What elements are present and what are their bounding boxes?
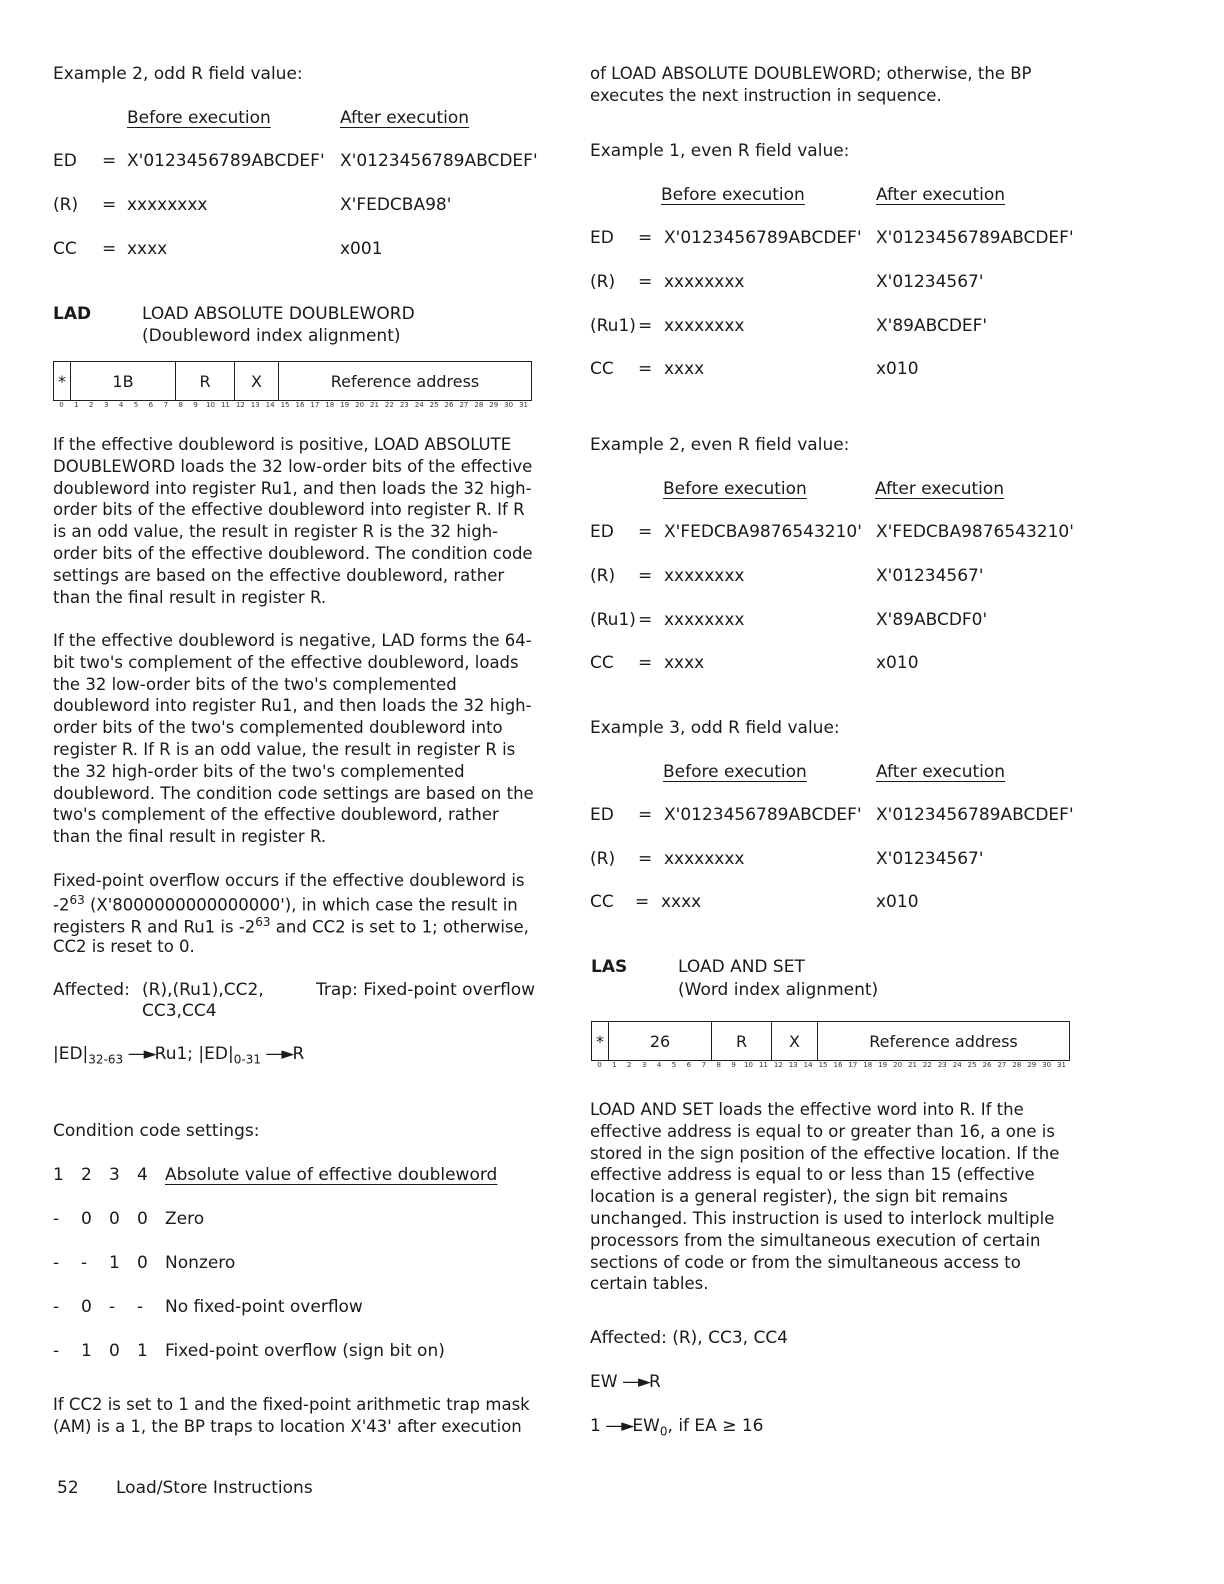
cc-bit: 3	[109, 1165, 120, 1185]
row-before: xxxxxxxx	[664, 316, 745, 336]
cc-bit: -	[81, 1253, 88, 1273]
cc-row	[53, 1297, 363, 1317]
after-execution-header: After execution	[876, 185, 1006, 205]
cc-bit: -	[53, 1253, 60, 1273]
row-label: (Ru1)	[590, 610, 636, 630]
lad-subtitle: (Doubleword index alignment)	[142, 326, 401, 346]
exponent: 63	[69, 893, 85, 907]
row-eq: =	[635, 892, 650, 912]
example-2-odd-title: Example 2, odd R field value:	[53, 64, 303, 84]
las-formula-set	[590, 1416, 764, 1438]
cc-title: Condition code settings:	[53, 1121, 260, 1141]
formula-ed: |ED|	[53, 1044, 89, 1064]
bit-ruler: 0 1 2 3 4 5 6 7 8 9 10 11 12 13 14 15 16 17 18 19 20 21 22 23 24 25 26 27 28 29 30 31	[59, 401, 528, 409]
exponent: 63	[255, 915, 271, 929]
overflow-text: (X'8000000000000000'), in which case the result in	[84, 895, 518, 915]
before-execution-header: Before execution	[661, 185, 805, 205]
row-before: xxxxxxxx	[664, 610, 745, 630]
affected-list-1: (R),(Ru1),CC2,	[142, 980, 264, 1000]
example-1-even-title: Example 1, even R field value:	[590, 141, 850, 161]
row-eq: =	[638, 610, 653, 630]
row-label: ED	[590, 228, 614, 248]
row-label: (R)	[590, 566, 616, 586]
cc-header	[53, 1165, 497, 1185]
x-field: X	[772, 1022, 818, 1060]
row-label: ED	[590, 522, 614, 542]
row-label: (R)	[53, 195, 79, 215]
example-2-even-title: Example 2, even R field value:	[590, 435, 850, 455]
right-arrow-icon: ―►	[128, 1044, 155, 1064]
las-affected: Affected: (R), CC3, CC4	[590, 1328, 788, 1348]
las-formula-ew	[590, 1372, 661, 1392]
before-execution-header: Before execution	[663, 479, 807, 499]
overflow-line	[53, 915, 529, 937]
example-3-odd-title: Example 3, odd R field value:	[590, 718, 840, 738]
page-number: 52	[57, 1478, 79, 1498]
row-label: (Ru1)	[590, 316, 636, 336]
cc-bit: 0	[81, 1297, 92, 1317]
row-eq: =	[638, 228, 653, 248]
formula-condition: , if EA ≥ 16	[667, 1416, 764, 1436]
row-after: x010	[876, 653, 919, 673]
las-subtitle: (Word index alignment)	[678, 980, 879, 1000]
row-eq: =	[638, 566, 653, 586]
cc-bit: 4	[137, 1165, 148, 1185]
opcode-field: 26	[609, 1022, 712, 1060]
after-execution-header: After execution	[340, 108, 470, 128]
row-label: (R)	[590, 849, 616, 869]
lad-paragraph-negative: If the effective doubleword is negative, LAD forms the 64-bit two's complement of the effective doubleword, loads the 32 low-order bits of the two's complemented doubleword into register Ru1, and then loads the 32 high-order bits of the two's complemented doubleword into register R. If R is an odd value, the result in register R is the 32 high-order bits of the two's complemented doubleword. The condition code settings are based on the two's complement of the effective doubleword, rather than the final result in register R.	[53, 631, 534, 847]
cc-desc: Zero	[165, 1209, 205, 1229]
row-after: x010	[876, 359, 919, 379]
row-before: X'0123456789ABCDEF'	[127, 151, 325, 171]
lad-instruction-format	[53, 361, 532, 409]
cc-bit: 2	[81, 1165, 92, 1185]
lad-formula	[53, 1044, 304, 1066]
indirect-bit: *	[592, 1022, 609, 1060]
after-execution-header: After execution	[875, 479, 1005, 499]
row-label: CC	[53, 239, 77, 259]
row-eq: =	[638, 359, 653, 379]
x-field: X	[235, 362, 279, 400]
bit-ruler: 0 1 2 3 4 5 6 7 8 9 10 11 12 13 14 15 16 17 18 19 20 21 22 23 24 25 26 27 28 29 30 31	[597, 1061, 1066, 1069]
row-label: CC	[590, 359, 614, 379]
row-eq: =	[638, 653, 653, 673]
overflow-text: and CC2 is set to 1; otherwise,	[270, 917, 529, 937]
row-after: X'01234567'	[876, 566, 984, 586]
r-field: R	[176, 362, 235, 400]
row-eq: =	[102, 151, 117, 171]
row-eq: =	[638, 805, 653, 825]
indirect-bit: *	[54, 362, 71, 400]
row-after: X'FEDCBA98'	[340, 195, 452, 215]
cc-header-desc: Absolute value of effective doubleword	[165, 1165, 498, 1185]
opcode-field: 1B	[71, 362, 176, 400]
las-mnemonic: LAS	[591, 957, 628, 977]
row-before: X'0123456789ABCDEF'	[664, 228, 862, 248]
overflow-line	[53, 893, 518, 915]
row-after: X'89ABCDF0'	[876, 610, 988, 630]
before-execution-header: Before execution	[663, 762, 807, 782]
cc-desc: Nonzero	[165, 1253, 236, 1273]
row-after: X'FEDCBA9876543210'	[876, 522, 1074, 542]
formula-ew: EW	[590, 1372, 618, 1392]
formula-mid: Ru1; |ED|	[154, 1044, 234, 1064]
row-before: xxxxxxxx	[664, 566, 745, 586]
overflow-text: -2	[53, 895, 70, 915]
las-instruction-format	[591, 1021, 1070, 1069]
before-execution-header: Before execution	[127, 108, 271, 128]
r-field: R	[712, 1022, 772, 1060]
row-label: CC	[590, 892, 614, 912]
row-eq: =	[638, 316, 653, 336]
row-before: xxxx	[664, 653, 705, 673]
cc-bit: 0	[81, 1209, 92, 1229]
cc-bit: 1	[53, 1165, 64, 1185]
cc-row	[53, 1253, 235, 1273]
cc-bit: 1	[137, 1341, 148, 1361]
overflow-line: CC2 is reset to 0.	[53, 937, 195, 956]
cc-bit: -	[137, 1297, 144, 1317]
cc-desc: No fixed-point overflow	[165, 1297, 363, 1317]
trap-label: Trap: Fixed-point overflow	[316, 980, 536, 1000]
after-execution-header: After execution	[876, 762, 1006, 782]
reference-address-field: Reference address	[330, 371, 480, 391]
row-after: X'0123456789ABCDEF'	[876, 228, 1074, 248]
right-arrow-icon: ―►	[622, 1372, 650, 1392]
cc-bit: -	[53, 1297, 60, 1317]
reference-address-field: Reference address	[869, 1031, 1018, 1051]
row-after: X'01234567'	[876, 849, 984, 869]
las-paragraph: LOAD AND SET loads the effective word into R. If the effective address is equal to or greater than 16, a one is stored in the sign position of the effective location. If the effective address is equal to or less than 15 (effective location is a general register), the sign bit remains unchanged. This instruction is used to interlock multiple processors from the simultaneous execution of certain sections of code or from the simultaneous access to certain tables.	[590, 1100, 1060, 1294]
footer-title: Load/Store Instructions	[116, 1478, 313, 1498]
cc-bit: 0	[137, 1253, 148, 1273]
cc-bit: -	[109, 1297, 116, 1317]
formula-r: R	[649, 1372, 661, 1392]
row-label: (R)	[590, 272, 616, 292]
cc-bit: -	[53, 1209, 60, 1229]
row-before: xxxx	[664, 359, 705, 379]
cc-desc: Fixed-point overflow (sign bit on)	[165, 1341, 445, 1361]
cc-bit: -	[53, 1341, 60, 1361]
row-eq: =	[638, 849, 653, 869]
row-after: X'01234567'	[876, 272, 984, 292]
lad-mnemonic: LAD	[53, 304, 92, 324]
cc-bit: 1	[109, 1253, 120, 1273]
cc-row	[53, 1209, 204, 1229]
row-before: xxxxxxxx	[664, 849, 745, 869]
row-after: X'0123456789ABCDEF'	[876, 805, 1074, 825]
lad-title: LOAD ABSOLUTE DOUBLEWORD	[142, 304, 415, 324]
affected-list-2: CC3,CC4	[142, 1001, 217, 1021]
row-after: x001	[340, 239, 383, 259]
row-after: X'0123456789ABCDEF'	[340, 151, 538, 171]
cc-bit: 0	[109, 1209, 120, 1229]
row-before: X'FEDCBA9876543210'	[664, 522, 862, 542]
row-eq: =	[638, 522, 653, 542]
cc-bit: 1	[81, 1341, 92, 1361]
lad-paragraph-positive: If the effective doubleword is positive, LOAD ABSOLUTE DOUBLEWORD loads the 32 low-order bits of the effective doubleword into register Ru1, and then loads the 32 high-order bits of the effective doubleword into register R. If R is an odd value, the result in register R is the 32 high-order bits of the effective doubleword. The condition code settings are based on the effective doubleword, rather than the final result in register R.	[53, 435, 533, 607]
formula-subscript: 32-63	[88, 1052, 124, 1067]
formula-ew: EW	[632, 1416, 660, 1436]
row-label: ED	[590, 805, 614, 825]
formula-one: 1	[590, 1416, 601, 1436]
row-eq: =	[102, 195, 117, 215]
affected-label: Affected:	[53, 980, 130, 1000]
formula-r: R	[292, 1044, 305, 1064]
row-after: x010	[876, 892, 919, 912]
trap-paragraph: If CC2 is set to 1 and the fixed-point arithmetic trap mask (AM) is a 1, the BP traps to location X'43' after execution	[53, 1395, 530, 1436]
row-eq: =	[102, 239, 117, 259]
cc-bit: 0	[109, 1341, 120, 1361]
right-arrow-icon: ―►	[266, 1044, 293, 1064]
row-before: xxxx	[127, 239, 168, 259]
right-arrow-icon: ―►	[606, 1416, 633, 1436]
cc-bit: 0	[137, 1209, 148, 1229]
row-before: xxxx	[661, 892, 702, 912]
overflow-text: registers R and Ru1 is -2	[53, 917, 256, 937]
overflow-line: Fixed-point overflow occurs if the effective doubleword is	[53, 871, 525, 890]
las-title: LOAD AND SET	[678, 957, 805, 977]
formula-subscript: 0-31	[233, 1052, 261, 1067]
row-after: X'89ABCDEF'	[876, 316, 988, 336]
row-before: xxxxxxxx	[127, 195, 208, 215]
row-before: X'0123456789ABCDEF'	[664, 805, 862, 825]
row-label: CC	[590, 653, 614, 673]
continuation-paragraph: of LOAD ABSOLUTE DOUBLEWORD; otherwise, the BP executes the next instruction in sequence.	[590, 64, 1032, 105]
row-before: xxxxxxxx	[664, 272, 745, 292]
row-eq: =	[638, 272, 653, 292]
cc-row	[53, 1341, 445, 1361]
formula-subscript: 0	[659, 1424, 668, 1439]
row-label: ED	[53, 151, 77, 171]
